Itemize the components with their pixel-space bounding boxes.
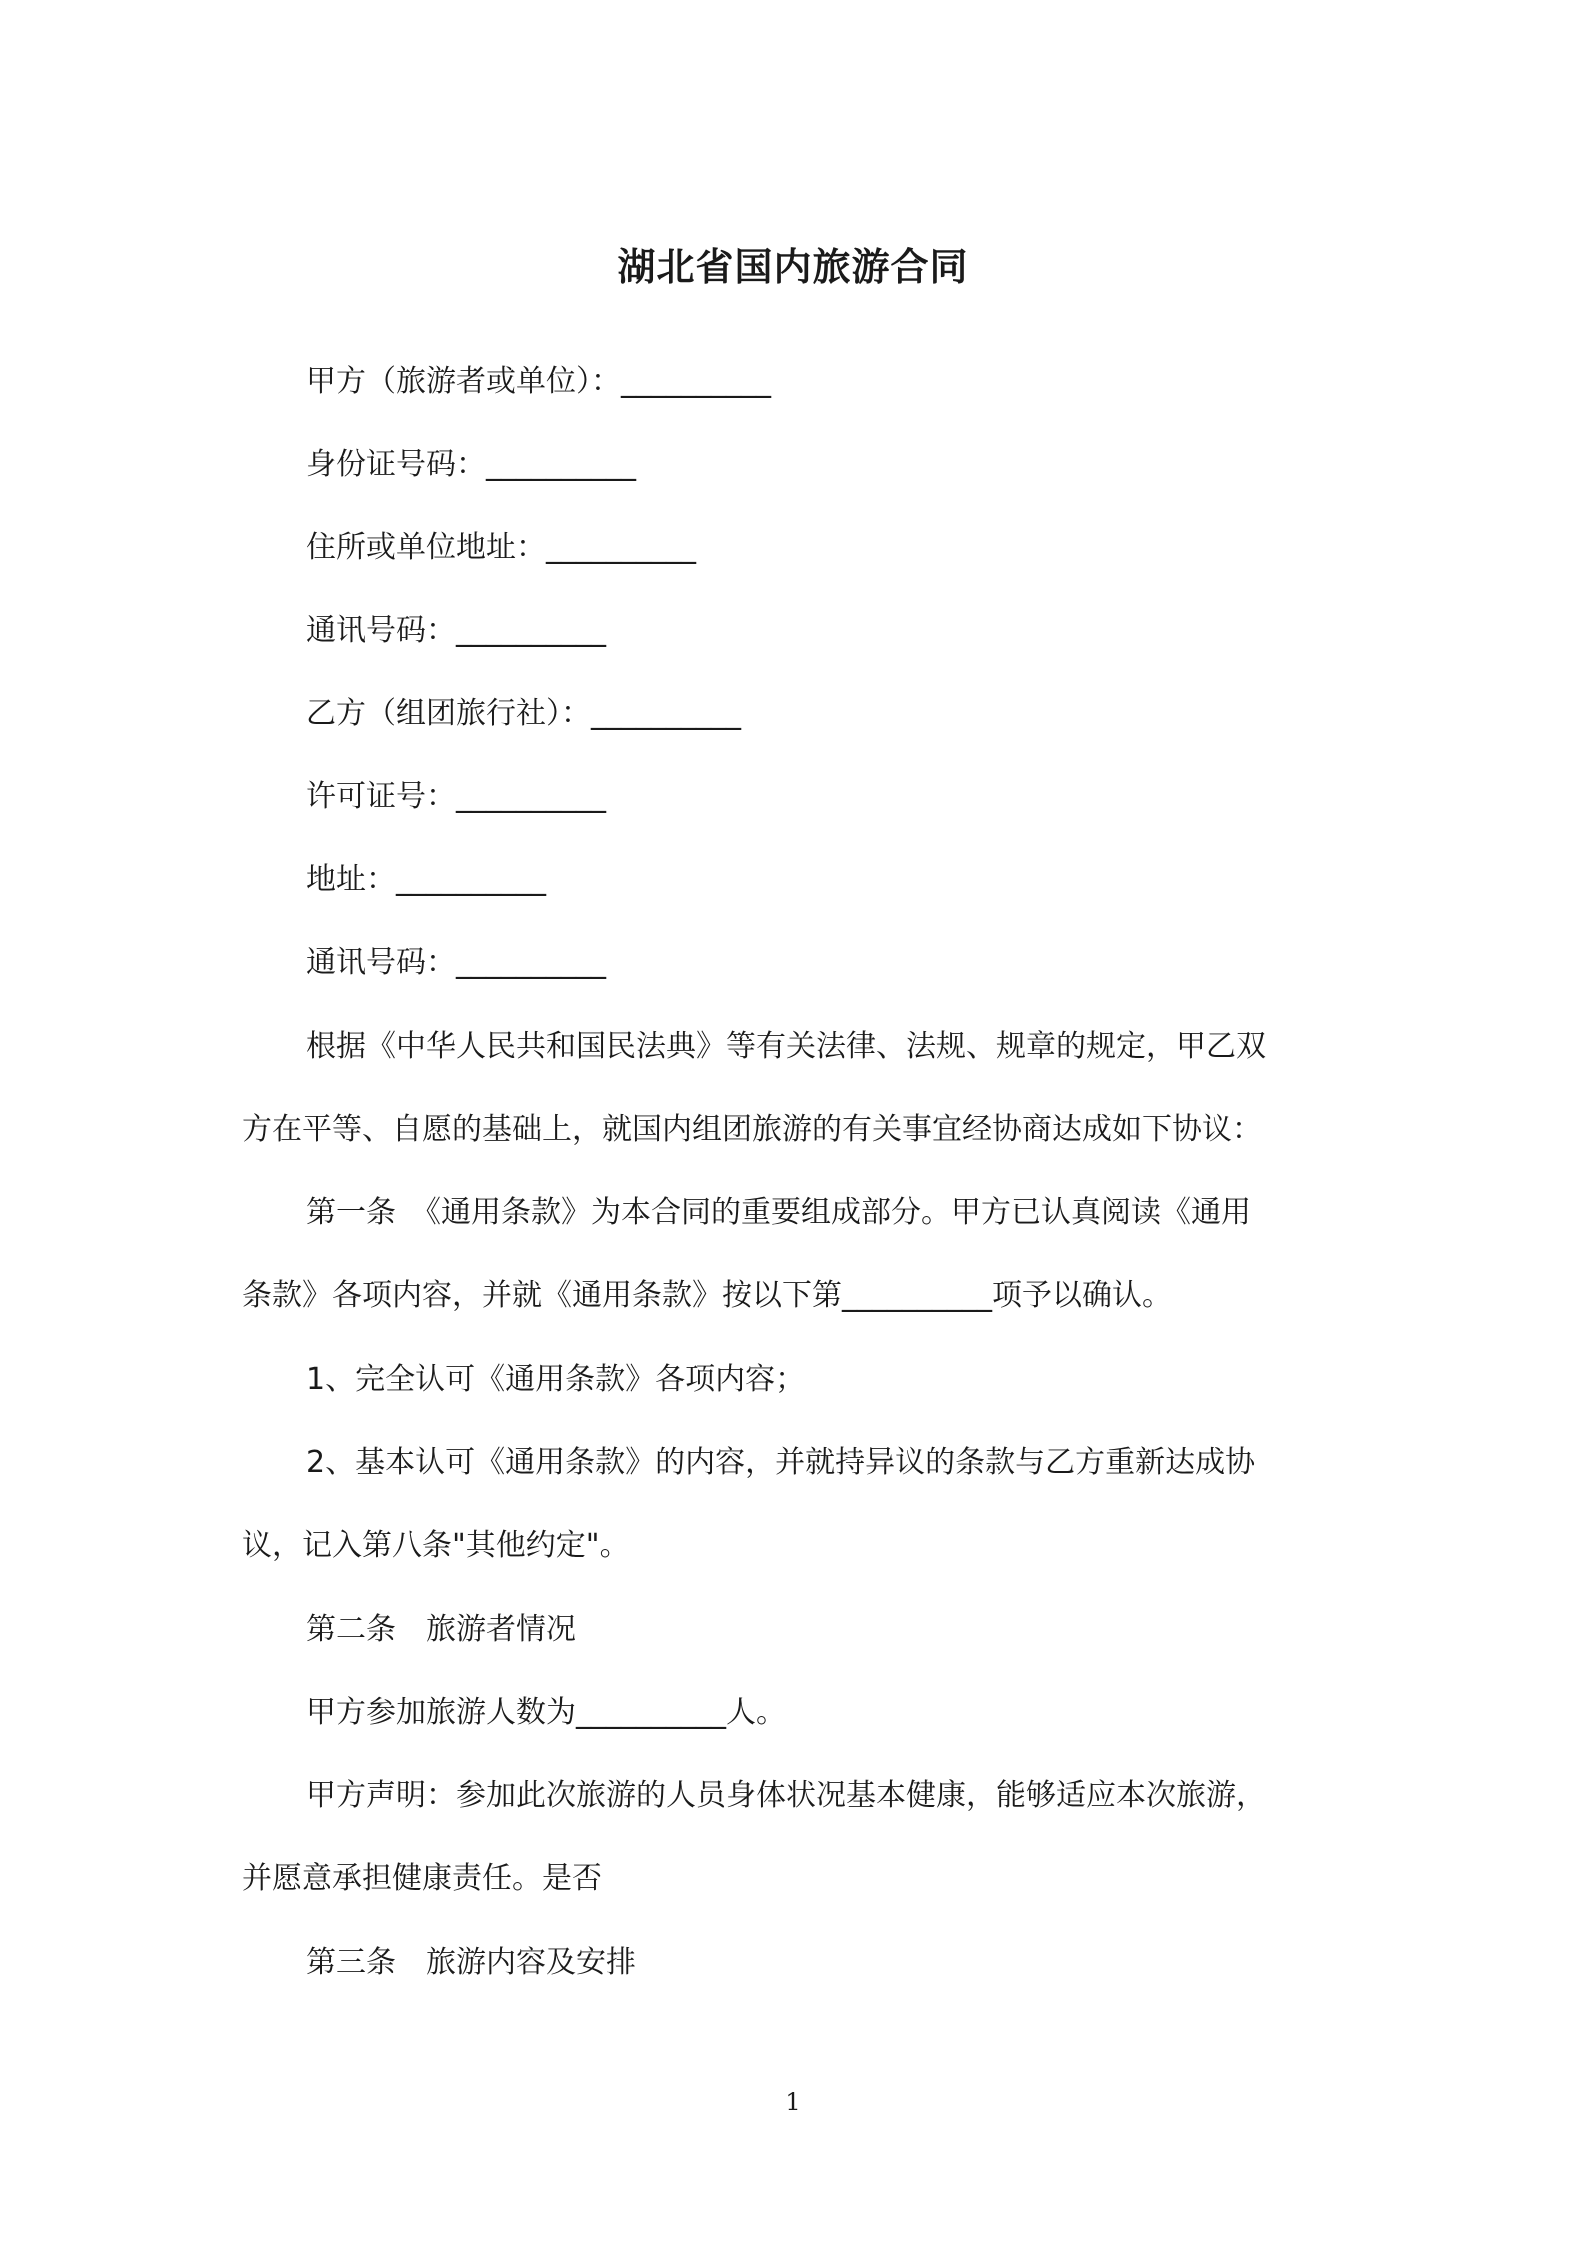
party-a-phone-field: 通讯号码：__________ — [306, 613, 606, 648]
page-number: 1 — [785, 2088, 801, 2116]
party-a-address-field: 住所或单位地址：__________ — [306, 530, 696, 565]
license-number-field: 许可证号：__________ — [306, 779, 606, 814]
health-declaration-line-2: 并愿意承担健康责任。是否 — [242, 1861, 602, 1896]
article-2-heading: 第二条 旅游者情况 — [306, 1612, 576, 1647]
health-declaration-line-1: 甲方声明：参加此次旅游的人员身体状况基本健康，能够适应本次旅游， — [306, 1778, 1266, 1813]
party-b-phone-field: 通讯号码：__________ — [306, 945, 606, 980]
article-1-line-1: 第一条 《通用条款》为本合同的重要组成部分。甲方已认真阅读《通用 — [306, 1195, 1251, 1230]
party-a-name-field: 甲方（旅游者或单位）：__________ — [306, 364, 771, 399]
preamble-line-2: 方在平等、自愿的基础上，就国内组团旅游的有关事宜经协商达成如下协议： — [242, 1112, 1262, 1147]
article-1-line-2: 条款》各项内容，并就《通用条款》按以下第__________项予以确认。 — [242, 1278, 1172, 1313]
preamble-line-1: 根据《中华人民共和国民法典》等有关法律、法规、规章的规定，甲乙双 — [306, 1029, 1266, 1064]
option-1: 1、完全认可《通用条款》各项内容； — [306, 1362, 806, 1397]
party-b-address-field: 地址：__________ — [306, 862, 546, 897]
party-b-name-field: 乙方（组团旅行社）：__________ — [306, 696, 741, 731]
option-2-line-2: 议，记入第八条"其他约定"。 — [242, 1528, 630, 1563]
option-2-line-1: 2、基本认可《通用条款》的内容，并就持异议的条款与乙方重新达成协 — [306, 1445, 1256, 1480]
document-title: 湖北省国内旅游合同 — [617, 245, 969, 289]
traveler-count-field: 甲方参加旅游人数为__________人。 — [306, 1695, 786, 1730]
id-number-field: 身份证号码：__________ — [306, 447, 636, 482]
article-3-heading: 第三条 旅游内容及安排 — [306, 1945, 636, 1980]
